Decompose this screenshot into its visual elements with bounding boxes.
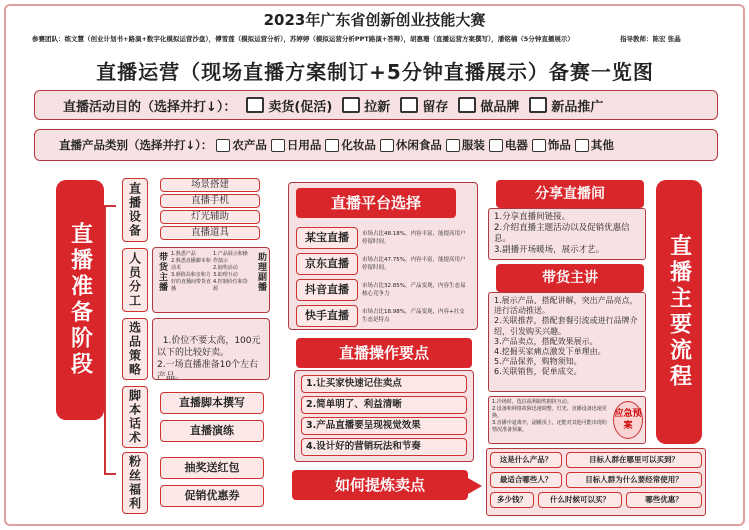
purpose-option-5: 新品推广 bbox=[551, 99, 604, 115]
prep-stage-title bbox=[56, 180, 104, 420]
category-checkbox-7[interactable] bbox=[532, 139, 546, 152]
script-label-text: 脚本话术 bbox=[127, 389, 142, 445]
team-label: 参赛团队： bbox=[32, 35, 65, 43]
question-row bbox=[490, 452, 702, 468]
purpose-row bbox=[34, 90, 718, 120]
platform-name[interactable]: 快手直播 bbox=[296, 305, 358, 327]
category-option-3: 化妆品 bbox=[341, 138, 376, 152]
main-title bbox=[30, 56, 720, 85]
staff-label bbox=[122, 248, 148, 312]
category-label: 直播产品类别（选择并打↓）： bbox=[59, 138, 213, 152]
category-checkbox-1[interactable] bbox=[216, 139, 230, 152]
staff-box bbox=[152, 247, 270, 313]
platform-name[interactable]: 某宝直播 bbox=[296, 227, 358, 249]
sell-item: 4.挖掘买家痛点激发下单理由。 bbox=[494, 347, 606, 357]
fans-label-text: 粉丝福利 bbox=[127, 455, 142, 511]
platform-title-text: 直播平台选择 bbox=[330, 194, 421, 212]
sell-item: 5.产品保养，购物须知。 bbox=[494, 357, 582, 367]
ops-title-text: 直播操作要点 bbox=[338, 344, 429, 362]
platform-desc: 市场占比47.75%，内容丰富，能提高用户停留时间。 bbox=[362, 257, 466, 271]
category-row bbox=[34, 129, 718, 161]
purpose-checkbox-3[interactable] bbox=[400, 97, 418, 113]
sell-item: 6.关联销售，促单成交。 bbox=[494, 367, 582, 377]
team-line bbox=[32, 34, 722, 43]
category-option-6: 电器 bbox=[504, 138, 528, 152]
main-flow-title-text: 直播主要流程 bbox=[666, 234, 692, 390]
purpose-option-3: 留存 bbox=[422, 99, 449, 115]
ops-panel bbox=[294, 370, 474, 462]
equipment-item: 直播手机 bbox=[160, 194, 260, 208]
anchor-text: 1.熟悉产品 2.熟悉直播脚本和话术 3.颜值高和亲和力好的直播间带货直播 bbox=[171, 251, 212, 292]
category-checkbox-5[interactable] bbox=[446, 139, 460, 152]
script-item: 直播脚本撰写 bbox=[160, 392, 264, 414]
left-connector bbox=[104, 205, 116, 475]
questions-panel bbox=[486, 448, 706, 516]
sell-item: 3.产品卖点，搭配效果展示。 bbox=[494, 336, 598, 346]
ops-title bbox=[296, 338, 472, 368]
question-cell: 多少钱？ bbox=[490, 492, 534, 508]
share-item: 3.副播开场暖场，展示才艺。 bbox=[494, 245, 605, 255]
category-option-1: 农产品 bbox=[232, 138, 267, 152]
question-cell: 最适合哪些人？ bbox=[490, 472, 562, 488]
question-cell: 哪些优惠？ bbox=[626, 492, 702, 508]
share-item: 1.分享直播间链接。 bbox=[494, 212, 571, 222]
category-checkbox-6[interactable] bbox=[489, 139, 503, 152]
category-checkbox-8[interactable] bbox=[575, 139, 589, 152]
pricing-box bbox=[152, 318, 270, 380]
pricing-text: 1.价位不要太高，100元以下的比较好卖。 2.一场直播准备10个左右产品。 bbox=[157, 336, 261, 382]
extract-arrow bbox=[468, 478, 482, 494]
platform-desc: 市场占比18.98%，产品变现，内容+社交生态是特点 bbox=[362, 309, 465, 323]
category-option-5: 服装 bbox=[461, 138, 485, 152]
platform-desc: 市场占比32.85%，产品变现，内容生态易核心竞争力 bbox=[362, 283, 466, 297]
emergency-panel bbox=[488, 396, 646, 444]
pricing-label bbox=[122, 318, 148, 380]
question-row bbox=[490, 492, 702, 508]
advisor-line bbox=[620, 34, 681, 43]
team-members: 练文慧（创业计划书+路演+数字化模拟运营沙盘），傅雪莲（模拟运营分析），苏婷婷（模拟运营分析PPT路演+答辩），胡惠珊（直播运营方案撰写），潘铭楠（5分钟直播展示） bbox=[64, 35, 574, 43]
category-checkbox-4[interactable] bbox=[380, 139, 394, 152]
question-cell: 这是什么产品？ bbox=[490, 452, 562, 468]
advisor-label: 指导教师： bbox=[620, 35, 653, 43]
question-cell: 什么时候可以买？ bbox=[538, 492, 622, 508]
equipment-list bbox=[160, 178, 260, 240]
question-cell: 目标人群为什么要经常使用？ bbox=[566, 472, 702, 488]
sell-panel bbox=[488, 292, 646, 392]
question-cell: 目标人群在哪里可以买到？ bbox=[566, 452, 702, 468]
sell-title bbox=[496, 264, 644, 292]
platform-row bbox=[296, 278, 474, 302]
category-checkbox-3[interactable] bbox=[325, 139, 339, 152]
category-option-2: 日用品 bbox=[286, 138, 322, 152]
extract-title-text: 如何提炼卖点 bbox=[334, 476, 425, 494]
staff-label-text: 人员分工 bbox=[127, 252, 142, 308]
purpose-checkbox-4[interactable] bbox=[458, 97, 476, 113]
equipment-label-text: 直播设备 bbox=[127, 182, 142, 238]
prep-stage-title-text: 直播准备阶段 bbox=[67, 222, 93, 378]
platform-row bbox=[296, 226, 474, 250]
emergency-label: 应急预案 bbox=[613, 401, 643, 439]
purpose-option-1: 卖货(促活) bbox=[268, 99, 333, 115]
share-panel bbox=[488, 208, 646, 260]
platform-title bbox=[296, 188, 456, 218]
sell-item: 1.展示产品、搭配讲解，突出产品亮点，进行活动推送。 bbox=[494, 296, 638, 316]
ops-item: 3.产品直播要呈现视觉效果 bbox=[301, 417, 467, 435]
platform-name[interactable]: 京东直播 bbox=[296, 253, 358, 275]
fans-item: 促销优惠券 bbox=[160, 485, 264, 507]
share-title bbox=[496, 180, 644, 208]
competition-title: 2023年广东省创新创业技能大赛 bbox=[263, 11, 486, 29]
platform-row bbox=[296, 252, 474, 276]
ops-item: 1.让买家快速记住卖点 bbox=[301, 375, 467, 393]
page-header bbox=[0, 9, 749, 30]
platform-name[interactable]: 抖音直播 bbox=[296, 279, 358, 301]
anchor-label: 带货主播 bbox=[157, 252, 167, 292]
ops-item: 4.设计好的营销玩法和节奏 bbox=[301, 438, 467, 456]
platform-row bbox=[296, 304, 474, 328]
assistant-text: 1.产品展示和操作演示 2.抽奖活动 3.助理互动 4.控制价位和货源 bbox=[213, 251, 248, 292]
purpose-label: 直播活动目的（选择并打↓）： bbox=[63, 99, 237, 115]
fans-item: 抽奖送红包 bbox=[160, 457, 264, 479]
platform-desc: 市场占比48.18%，内容丰富，能提高用户停留时间。 bbox=[362, 231, 466, 245]
purpose-option-2: 拉新 bbox=[364, 99, 391, 115]
category-option-8: 其他 bbox=[590, 138, 614, 152]
equipment-item: 场景搭建 bbox=[160, 178, 260, 192]
purpose-checkbox-2[interactable] bbox=[342, 97, 360, 113]
category-checkbox-2[interactable] bbox=[271, 139, 285, 152]
category-option-4: 休闲食品 bbox=[395, 138, 442, 152]
assist-label: 助理副播 bbox=[256, 252, 266, 292]
extract-title bbox=[292, 470, 468, 500]
advisor-names: 陈宏 张晶 bbox=[652, 35, 681, 43]
script-label bbox=[122, 386, 148, 448]
sell-title-text: 带货主讲 bbox=[542, 270, 598, 286]
equipment-label bbox=[122, 178, 148, 242]
share-item: 2.介绍直播主题活动以及促销优惠信息。 bbox=[494, 223, 630, 244]
category-option-7: 饰品 bbox=[547, 138, 571, 152]
purpose-option-4: 做品牌 bbox=[480, 99, 520, 115]
fans-label bbox=[122, 452, 148, 514]
share-title-text: 分享直播间 bbox=[535, 186, 605, 202]
equipment-item: 直播道具 bbox=[160, 226, 260, 240]
purpose-checkbox-5[interactable] bbox=[529, 97, 547, 113]
question-row bbox=[490, 472, 702, 488]
script-item: 直播演练 bbox=[160, 420, 264, 442]
main-flow-title bbox=[656, 180, 702, 444]
equipment-item: 灯光辅助 bbox=[160, 210, 260, 224]
emergency-text: 1.冷场时，选拉福利抽奖拥挤互动。 2.设备和网络故障迅速调整，灯光、直播设备迅速更换。 3.直播中退离开，副播顶上，还能对其他可能出现的情况准备预案。 bbox=[492, 399, 607, 433]
ops-item: 2.简单明了、利益清晰 bbox=[301, 396, 467, 414]
platform-list bbox=[296, 226, 474, 328]
pricing-label-text: 选品策略 bbox=[127, 321, 142, 377]
sell-item: 2.关联推荐，搭配套餐引流或进行品牌介绍，引发购买兴趣。 bbox=[494, 316, 638, 336]
purpose-checkbox-1[interactable] bbox=[246, 97, 264, 113]
main-title-text: 直播运营（现场直播方案制订+5分钟直播展示）备赛一览图 bbox=[96, 60, 654, 84]
